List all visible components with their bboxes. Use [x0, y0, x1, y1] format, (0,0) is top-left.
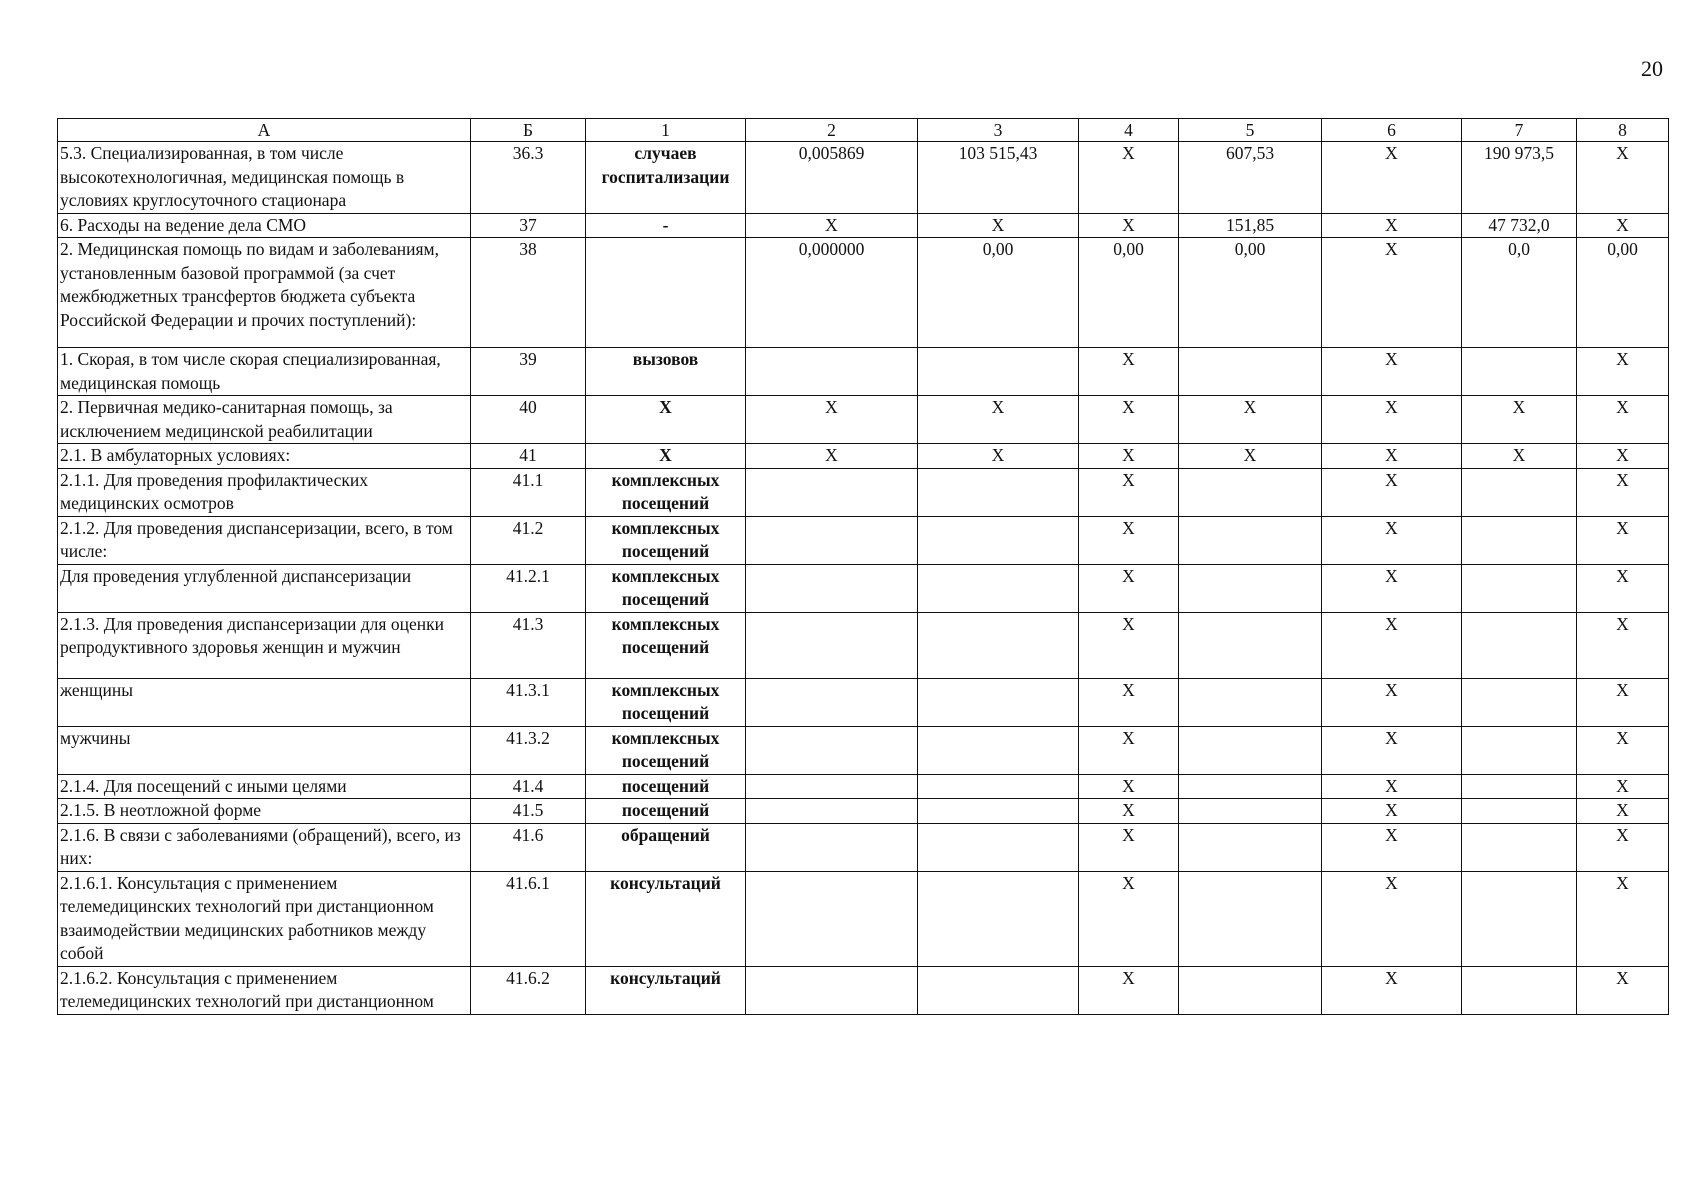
table-cell-3	[918, 966, 1079, 1014]
table-cell-6: Х	[1322, 142, 1462, 214]
table-cell-b: 38	[471, 238, 586, 348]
table-cell-4: Х	[1079, 444, 1179, 469]
table-cell-a: 2.1.5. В неотложной форме	[58, 799, 471, 824]
table-cell-1: комплексных посещений	[586, 726, 746, 774]
table-cell-2	[746, 516, 918, 564]
table-cell-b: 41.1	[471, 468, 586, 516]
table-cell-4: Х	[1079, 348, 1179, 396]
column-header-8: 8	[1577, 119, 1669, 142]
table-cell-7	[1462, 871, 1577, 966]
table-cell-1: случаев госпитализации	[586, 142, 746, 214]
table-cell-3	[918, 564, 1079, 612]
table-row	[58, 444, 1669, 469]
table-row	[58, 726, 1669, 774]
table-cell-3: Х	[918, 396, 1079, 444]
table-cell-b: 39	[471, 348, 586, 396]
table-cell-5: 151,85	[1179, 213, 1322, 238]
table-cell-a: 2.1.6.1. Консультация с применением телемедицинских технологий при дистанционном взаимодействии медицинских работников между собой	[58, 871, 471, 966]
table-cell-2	[746, 774, 918, 799]
column-header-1: 1	[586, 119, 746, 142]
table-row	[58, 516, 1669, 564]
table-cell-a: Для проведения углубленной диспансеризации	[58, 564, 471, 612]
table-cell-5	[1179, 564, 1322, 612]
table-cell-6: Х	[1322, 564, 1462, 612]
table-cell-b: 41	[471, 444, 586, 469]
table-cell-1: вызовов	[586, 348, 746, 396]
table-cell-7	[1462, 468, 1577, 516]
table-cell-a: 5.3. Специализированная, в том числе высокотехнологичная, медицинская помощь в условиях круглосуточного стационара	[58, 142, 471, 214]
table-cell-3	[918, 871, 1079, 966]
table-row	[58, 238, 1669, 348]
table-cell-4: Х	[1079, 799, 1179, 824]
column-header-6: 6	[1322, 119, 1462, 142]
table-cell-a: 2.1.3. Для проведения диспансеризации для оценки репродуктивного здоровья женщин и мужчин	[58, 612, 471, 678]
table-cell-8: Х	[1577, 871, 1669, 966]
table-cell-4: Х	[1079, 142, 1179, 214]
column-header-2: 2	[746, 119, 918, 142]
table-cell-8: Х	[1577, 678, 1669, 726]
table-cell-5	[1179, 348, 1322, 396]
table-cell-4: Х	[1079, 823, 1179, 871]
table-cell-b: 41.6	[471, 823, 586, 871]
table-cell-a: 2.1.1. Для проведения профилактических медицинских осмотров	[58, 468, 471, 516]
table-cell-5	[1179, 966, 1322, 1014]
table-cell-1: посещений	[586, 799, 746, 824]
table-cell-5	[1179, 678, 1322, 726]
table-cell-3	[918, 678, 1079, 726]
table-cell-3: Х	[918, 444, 1079, 469]
table-cell-7	[1462, 678, 1577, 726]
budget-table	[57, 118, 1669, 1015]
table-cell-4: Х	[1079, 564, 1179, 612]
table-cell-6: Х	[1322, 238, 1462, 348]
table-cell-3	[918, 348, 1079, 396]
table-cell-5	[1179, 468, 1322, 516]
table-cell-2: Х	[746, 444, 918, 469]
table-cell-4: Х	[1079, 516, 1179, 564]
column-header-4: 4	[1079, 119, 1179, 142]
table-cell-7	[1462, 774, 1577, 799]
table-cell-3: Х	[918, 213, 1079, 238]
table-cell-a: 2.1.2. Для проведения диспансеризации, всего, в том числе:	[58, 516, 471, 564]
table-row	[58, 142, 1669, 214]
table-cell-3	[918, 516, 1079, 564]
table-cell-5: Х	[1179, 396, 1322, 444]
table-cell-3	[918, 468, 1079, 516]
table-header-row	[58, 119, 1669, 142]
table-cell-4: Х	[1079, 612, 1179, 678]
table-cell-1: обращений	[586, 823, 746, 871]
table-cell-b: 41.4	[471, 774, 586, 799]
table-cell-1: комплексных посещений	[586, 564, 746, 612]
table-cell-b: 41.2.1	[471, 564, 586, 612]
table-cell-5	[1179, 612, 1322, 678]
table-cell-7	[1462, 726, 1577, 774]
table-cell-5	[1179, 726, 1322, 774]
table-cell-2	[746, 612, 918, 678]
table-cell-b: 41.5	[471, 799, 586, 824]
table-cell-3: 0,00	[918, 238, 1079, 348]
table-cell-2: Х	[746, 396, 918, 444]
table-row	[58, 966, 1669, 1014]
table-cell-6: Х	[1322, 799, 1462, 824]
table-cell-4: Х	[1079, 213, 1179, 238]
table-cell-8: Х	[1577, 348, 1669, 396]
table-cell-1: посещений	[586, 774, 746, 799]
table-cell-5	[1179, 823, 1322, 871]
table-cell-5	[1179, 871, 1322, 966]
table-cell-2	[746, 468, 918, 516]
table-body	[58, 142, 1669, 1015]
page-number: 20	[1641, 56, 1663, 81]
table-cell-8: Х	[1577, 396, 1669, 444]
table-cell-a: 2.1.6. В связи с заболеваниями (обращений), всего, из них:	[58, 823, 471, 871]
table-cell-5	[1179, 516, 1322, 564]
table-cell-3	[918, 799, 1079, 824]
table-cell-2: Х	[746, 213, 918, 238]
table-cell-b: 37	[471, 213, 586, 238]
table-cell-b: 41.3	[471, 612, 586, 678]
table-cell-1	[586, 238, 746, 348]
table-cell-1: Х	[586, 396, 746, 444]
table-cell-2	[746, 678, 918, 726]
table-cell-6: Х	[1322, 516, 1462, 564]
table-cell-7: 47 732,0	[1462, 213, 1577, 238]
table-cell-a: 2.1. В амбулаторных условиях:	[58, 444, 471, 469]
table-cell-6: Х	[1322, 871, 1462, 966]
table-cell-8: Х	[1577, 612, 1669, 678]
table-cell-2	[746, 871, 918, 966]
table-cell-6: Х	[1322, 774, 1462, 799]
table-cell-3: 103 515,43	[918, 142, 1079, 214]
table-cell-6: Х	[1322, 823, 1462, 871]
table-cell-4: Х	[1079, 774, 1179, 799]
table-row	[58, 348, 1669, 396]
table-row	[58, 823, 1669, 871]
column-header-5: 5	[1179, 119, 1322, 142]
table-cell-1: Х	[586, 444, 746, 469]
table-cell-7	[1462, 612, 1577, 678]
table-cell-2	[746, 564, 918, 612]
table-cell-5	[1179, 774, 1322, 799]
table-cell-5: 0,00	[1179, 238, 1322, 348]
column-header-7: 7	[1462, 119, 1577, 142]
table-cell-1: комплексных посещений	[586, 612, 746, 678]
table-cell-2	[746, 726, 918, 774]
table-cell-a: 2.1.6.2. Консультация с применением телемедицинских технологий при дистанционном	[58, 966, 471, 1014]
table-cell-b: 40	[471, 396, 586, 444]
table-cell-5: 607,53	[1179, 142, 1322, 214]
table-cell-a: женщины	[58, 678, 471, 726]
table-cell-7: 0,0	[1462, 238, 1577, 348]
table-cell-6: Х	[1322, 348, 1462, 396]
table-row	[58, 799, 1669, 824]
table-cell-a: 6. Расходы на ведение дела СМО	[58, 213, 471, 238]
table-cell-7	[1462, 516, 1577, 564]
table-cell-8: Х	[1577, 213, 1669, 238]
table-cell-7	[1462, 348, 1577, 396]
table-cell-8: Х	[1577, 444, 1669, 469]
table-cell-6: Х	[1322, 726, 1462, 774]
table-row	[58, 213, 1669, 238]
table-cell-1: комплексных посещений	[586, 678, 746, 726]
table-cell-8: Х	[1577, 468, 1669, 516]
table-cell-6: Х	[1322, 213, 1462, 238]
table-cell-4: Х	[1079, 678, 1179, 726]
table-cell-a: мужчины	[58, 726, 471, 774]
table-cell-2	[746, 348, 918, 396]
table-cell-4: Х	[1079, 396, 1179, 444]
table-row	[58, 678, 1669, 726]
table-cell-8: Х	[1577, 726, 1669, 774]
table-cell-7	[1462, 564, 1577, 612]
table-row	[58, 871, 1669, 966]
table-cell-7	[1462, 966, 1577, 1014]
table-cell-b: 41.6.1	[471, 871, 586, 966]
column-header-a: А	[58, 119, 471, 142]
table-cell-5	[1179, 799, 1322, 824]
table-cell-6: Х	[1322, 468, 1462, 516]
column-header-3: 3	[918, 119, 1079, 142]
table-row	[58, 612, 1669, 678]
table-cell-a: 1. Скорая, в том числе скорая специализированная, медицинская помощь	[58, 348, 471, 396]
table-cell-1: консультаций	[586, 966, 746, 1014]
table-cell-a: 2. Первичная медико-санитарная помощь, за исключением медицинской реабилитации	[58, 396, 471, 444]
table-cell-8: Х	[1577, 564, 1669, 612]
table-cell-8: Х	[1577, 774, 1669, 799]
table-row	[58, 468, 1669, 516]
table-cell-2	[746, 799, 918, 824]
table-cell-4: Х	[1079, 871, 1179, 966]
table-cell-7: 190 973,5	[1462, 142, 1577, 214]
table-cell-4: 0,00	[1079, 238, 1179, 348]
table-cell-3	[918, 726, 1079, 774]
table-cell-2: 0,000000	[746, 238, 918, 348]
table-cell-6: Х	[1322, 396, 1462, 444]
table-cell-7: Х	[1462, 444, 1577, 469]
table-cell-4: Х	[1079, 468, 1179, 516]
table-cell-1: -	[586, 213, 746, 238]
table-cell-6: Х	[1322, 678, 1462, 726]
table-cell-3	[918, 823, 1079, 871]
table-cell-b: 41.3.2	[471, 726, 586, 774]
table-cell-a: 2.1.4. Для посещений с иными целями	[58, 774, 471, 799]
table-cell-5: Х	[1179, 444, 1322, 469]
table-cell-4: Х	[1079, 726, 1179, 774]
table-cell-8: Х	[1577, 966, 1669, 1014]
table-cell-6: Х	[1322, 444, 1462, 469]
table-cell-8: 0,00	[1577, 238, 1669, 348]
table-cell-8: Х	[1577, 516, 1669, 564]
table-cell-b: 41.3.1	[471, 678, 586, 726]
table-cell-b: 41.2	[471, 516, 586, 564]
table-cell-7: Х	[1462, 396, 1577, 444]
table-cell-2	[746, 966, 918, 1014]
table-cell-4: Х	[1079, 966, 1179, 1014]
table-cell-6: Х	[1322, 966, 1462, 1014]
table-cell-a: 2. Медицинская помощь по видам и заболеваниям, установленным базовой программой (за счет межбюджетных трансфертов бюджета субъекта Российской Федерации и прочих поступлений):	[58, 238, 471, 348]
table-row	[58, 774, 1669, 799]
table-cell-1: консультаций	[586, 871, 746, 966]
table-cell-7	[1462, 823, 1577, 871]
table-cell-8: Х	[1577, 142, 1669, 214]
table-cell-7	[1462, 799, 1577, 824]
table-cell-b: 36.3	[471, 142, 586, 214]
table-cell-1: комплексных посещений	[586, 468, 746, 516]
table-cell-b: 41.6.2	[471, 966, 586, 1014]
table-cell-8: Х	[1577, 799, 1669, 824]
column-header-b: Б	[471, 119, 586, 142]
table-cell-3	[918, 774, 1079, 799]
table-cell-2: 0,005869	[746, 142, 918, 214]
table-cell-2	[746, 823, 918, 871]
table-cell-6: Х	[1322, 612, 1462, 678]
table-cell-1: комплексных посещений	[586, 516, 746, 564]
table-cell-8: Х	[1577, 823, 1669, 871]
table-row	[58, 396, 1669, 444]
table-cell-3	[918, 612, 1079, 678]
table-row	[58, 564, 1669, 612]
